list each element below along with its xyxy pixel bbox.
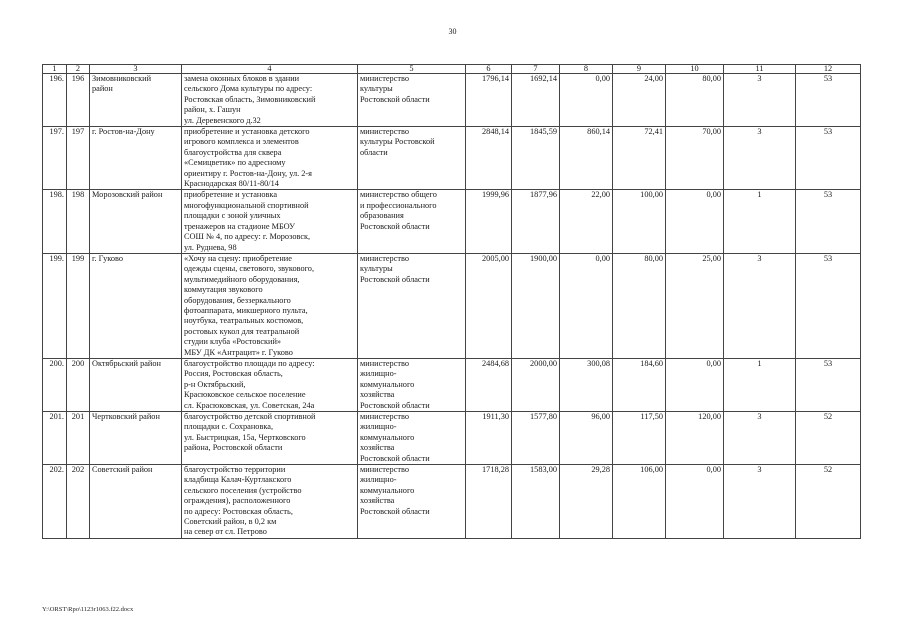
- code-cell: 53: [796, 190, 861, 253]
- description-cell: замена оконных блоков в здании сельского Дома культуры по адресу: Ростовская область, Зимовниковский район, х. Гашун ул. Деревенского д.32: [182, 74, 358, 127]
- amount-cell: 2484,68: [466, 358, 512, 411]
- amount-cell: 1877,96: [512, 190, 560, 253]
- row-index-cell: 202.: [43, 465, 67, 539]
- table-row: [43, 358, 861, 411]
- amount-cell: 2848,14: [466, 127, 512, 190]
- amount-cell: 100,00: [613, 190, 666, 253]
- amount-cell: 24,00: [613, 74, 666, 127]
- municipality-cell: Морозовский район: [90, 190, 182, 253]
- amount-cell: 0,00: [666, 358, 724, 411]
- amount-cell: 1911,30: [466, 412, 512, 465]
- amount-cell: 1900,00: [512, 253, 560, 358]
- amount-cell: 860,14: [560, 127, 613, 190]
- amount-cell: 70,00: [666, 127, 724, 190]
- footer-file-path: Y:\ORST\Rpo\1123r1063.f22.docx: [42, 606, 134, 613]
- number-cell: 198: [67, 190, 90, 253]
- column-header: 9: [613, 65, 666, 74]
- amount-cell: 1692,14: [512, 74, 560, 127]
- table-row: [43, 74, 861, 127]
- description-cell: благоустройство территории кладбища Калач-Куртлакского сельского поселения (устройство ограждения), расположенного по адресу: Ростовская область, Советский район, в 0,2 км на север от сл. Петрово: [182, 465, 358, 539]
- column-header: 8: [560, 65, 613, 74]
- column-header: 10: [666, 65, 724, 74]
- amount-cell: 1577,80: [512, 412, 560, 465]
- ministry-cell: министерство культуры Ростовской области: [358, 253, 466, 358]
- table-row: [43, 412, 861, 465]
- municipality-cell: г. Гуково: [90, 253, 182, 358]
- row-index-cell: 201.: [43, 412, 67, 465]
- amount-cell: 22,00: [560, 190, 613, 253]
- amount-cell: 2005,00: [466, 253, 512, 358]
- table-row: [43, 253, 861, 358]
- amount-cell: 106,00: [613, 465, 666, 539]
- ministry-cell: министерство жилищно- коммунального хозяйства Ростовской области: [358, 358, 466, 411]
- amount-cell: 1796,14: [466, 74, 512, 127]
- amount-cell: 0,00: [560, 253, 613, 358]
- amount-cell: 29,28: [560, 465, 613, 539]
- municipality-cell: Советский район: [90, 465, 182, 539]
- amount-cell: 300,08: [560, 358, 613, 411]
- ministry-cell: министерство общего и профессионального образования Ростовской области: [358, 190, 466, 253]
- code-cell: 3: [724, 412, 796, 465]
- description-cell: благоустройство детской спортивной площадки с. Сохрановка, ул. Быстрицкая, 15а, Чертковского района, Ростовской области: [182, 412, 358, 465]
- amount-cell: 80,00: [666, 74, 724, 127]
- amount-cell: 80,00: [613, 253, 666, 358]
- column-header: 7: [512, 65, 560, 74]
- table-row: [43, 190, 861, 253]
- amount-cell: 117,50: [613, 412, 666, 465]
- description-cell: благоустройство площади по адресу: Россия, Ростовская область, р-н Октябрьский, Красюковское сельское поселение сл. Красюковская, ул. Советская, 24а: [182, 358, 358, 411]
- description-cell: «Хочу на сцену: приобретение одежды сцены, светового, звукового, мультимедийного оборудования, коммутация звукового оборудования, беззеркального фотоаппарата, микшерного пульта, ноутбука, театральных костюмов, ростовых кукол для театральной студии клуба «Ростовский» МБУ ДК «Антрацит» г. Гуково: [182, 253, 358, 358]
- row-index-cell: 199.: [43, 253, 67, 358]
- amount-cell: 1718,28: [466, 465, 512, 539]
- number-cell: 201: [67, 412, 90, 465]
- code-cell: 53: [796, 74, 861, 127]
- code-cell: 3: [724, 74, 796, 127]
- amount-cell: 25,00: [666, 253, 724, 358]
- table-row: [43, 465, 861, 539]
- code-cell: 3: [724, 127, 796, 190]
- row-index-cell: 200.: [43, 358, 67, 411]
- municipality-cell: Октябрьский район: [90, 358, 182, 411]
- amount-cell: 2000,00: [512, 358, 560, 411]
- code-cell: 3: [724, 253, 796, 358]
- municipality-cell: Чертковский район: [90, 412, 182, 465]
- row-index-cell: 198.: [43, 190, 67, 253]
- amount-cell: 1999,96: [466, 190, 512, 253]
- ministry-cell: министерство жилищно- коммунального хозяйства Ростовской области: [358, 465, 466, 539]
- amount-cell: 96,00: [560, 412, 613, 465]
- amount-cell: 1583,00: [512, 465, 560, 539]
- code-cell: 53: [796, 253, 861, 358]
- number-cell: 200: [67, 358, 90, 411]
- table-row: [43, 127, 861, 190]
- code-cell: 1: [724, 358, 796, 411]
- ministry-cell: министерство жилищно- коммунального хозяйства Ростовской области: [358, 412, 466, 465]
- amount-cell: 72,41: [613, 127, 666, 190]
- code-cell: 52: [796, 465, 861, 539]
- description-cell: приобретение и установка многофункциональной спортивной площадки с зоной уличных тренажеров на стадионе МБОУ СОШ № 4, по адресу: г. Морозовск, ул. Руднева, 98: [182, 190, 358, 253]
- amount-cell: 0,00: [560, 74, 613, 127]
- code-cell: 53: [796, 358, 861, 411]
- column-header: 1: [43, 65, 67, 74]
- column-header: 12: [796, 65, 861, 74]
- column-header: 6: [466, 65, 512, 74]
- amount-cell: 1845,59: [512, 127, 560, 190]
- column-header: 11: [724, 65, 796, 74]
- municipality-cell: Зимовниковский район: [90, 74, 182, 127]
- amount-cell: 0,00: [666, 190, 724, 253]
- code-cell: 1: [724, 190, 796, 253]
- municipality-cell: г. Ростов-на-Дону: [90, 127, 182, 190]
- number-cell: 202: [67, 465, 90, 539]
- amount-cell: 0,00: [666, 465, 724, 539]
- ministry-cell: министерство культуры Ростовской области: [358, 127, 466, 190]
- number-cell: 199: [67, 253, 90, 358]
- row-index-cell: 197.: [43, 127, 67, 190]
- column-header: 3: [90, 65, 182, 74]
- data-table: [42, 64, 861, 539]
- number-cell: 196: [67, 74, 90, 127]
- column-header: 4: [182, 65, 358, 74]
- column-header: 5: [358, 65, 466, 74]
- page-number: 30: [448, 27, 457, 36]
- table-header-row: [43, 65, 861, 74]
- code-cell: 53: [796, 127, 861, 190]
- row-index-cell: 196.: [43, 74, 67, 127]
- column-header: 2: [67, 65, 90, 74]
- code-cell: 52: [796, 412, 861, 465]
- amount-cell: 184,60: [613, 358, 666, 411]
- description-cell: приобретение и установка детского игрового комплекса и элементов благоустройства для сквера «Семицветик» по адресному ориентиру г. Ростов-на-Дону, ул. 2-я Краснодарская 80/11-80/14: [182, 127, 358, 190]
- amount-cell: 120,00: [666, 412, 724, 465]
- number-cell: 197: [67, 127, 90, 190]
- code-cell: 3: [724, 465, 796, 539]
- ministry-cell: министерство культуры Ростовской области: [358, 74, 466, 127]
